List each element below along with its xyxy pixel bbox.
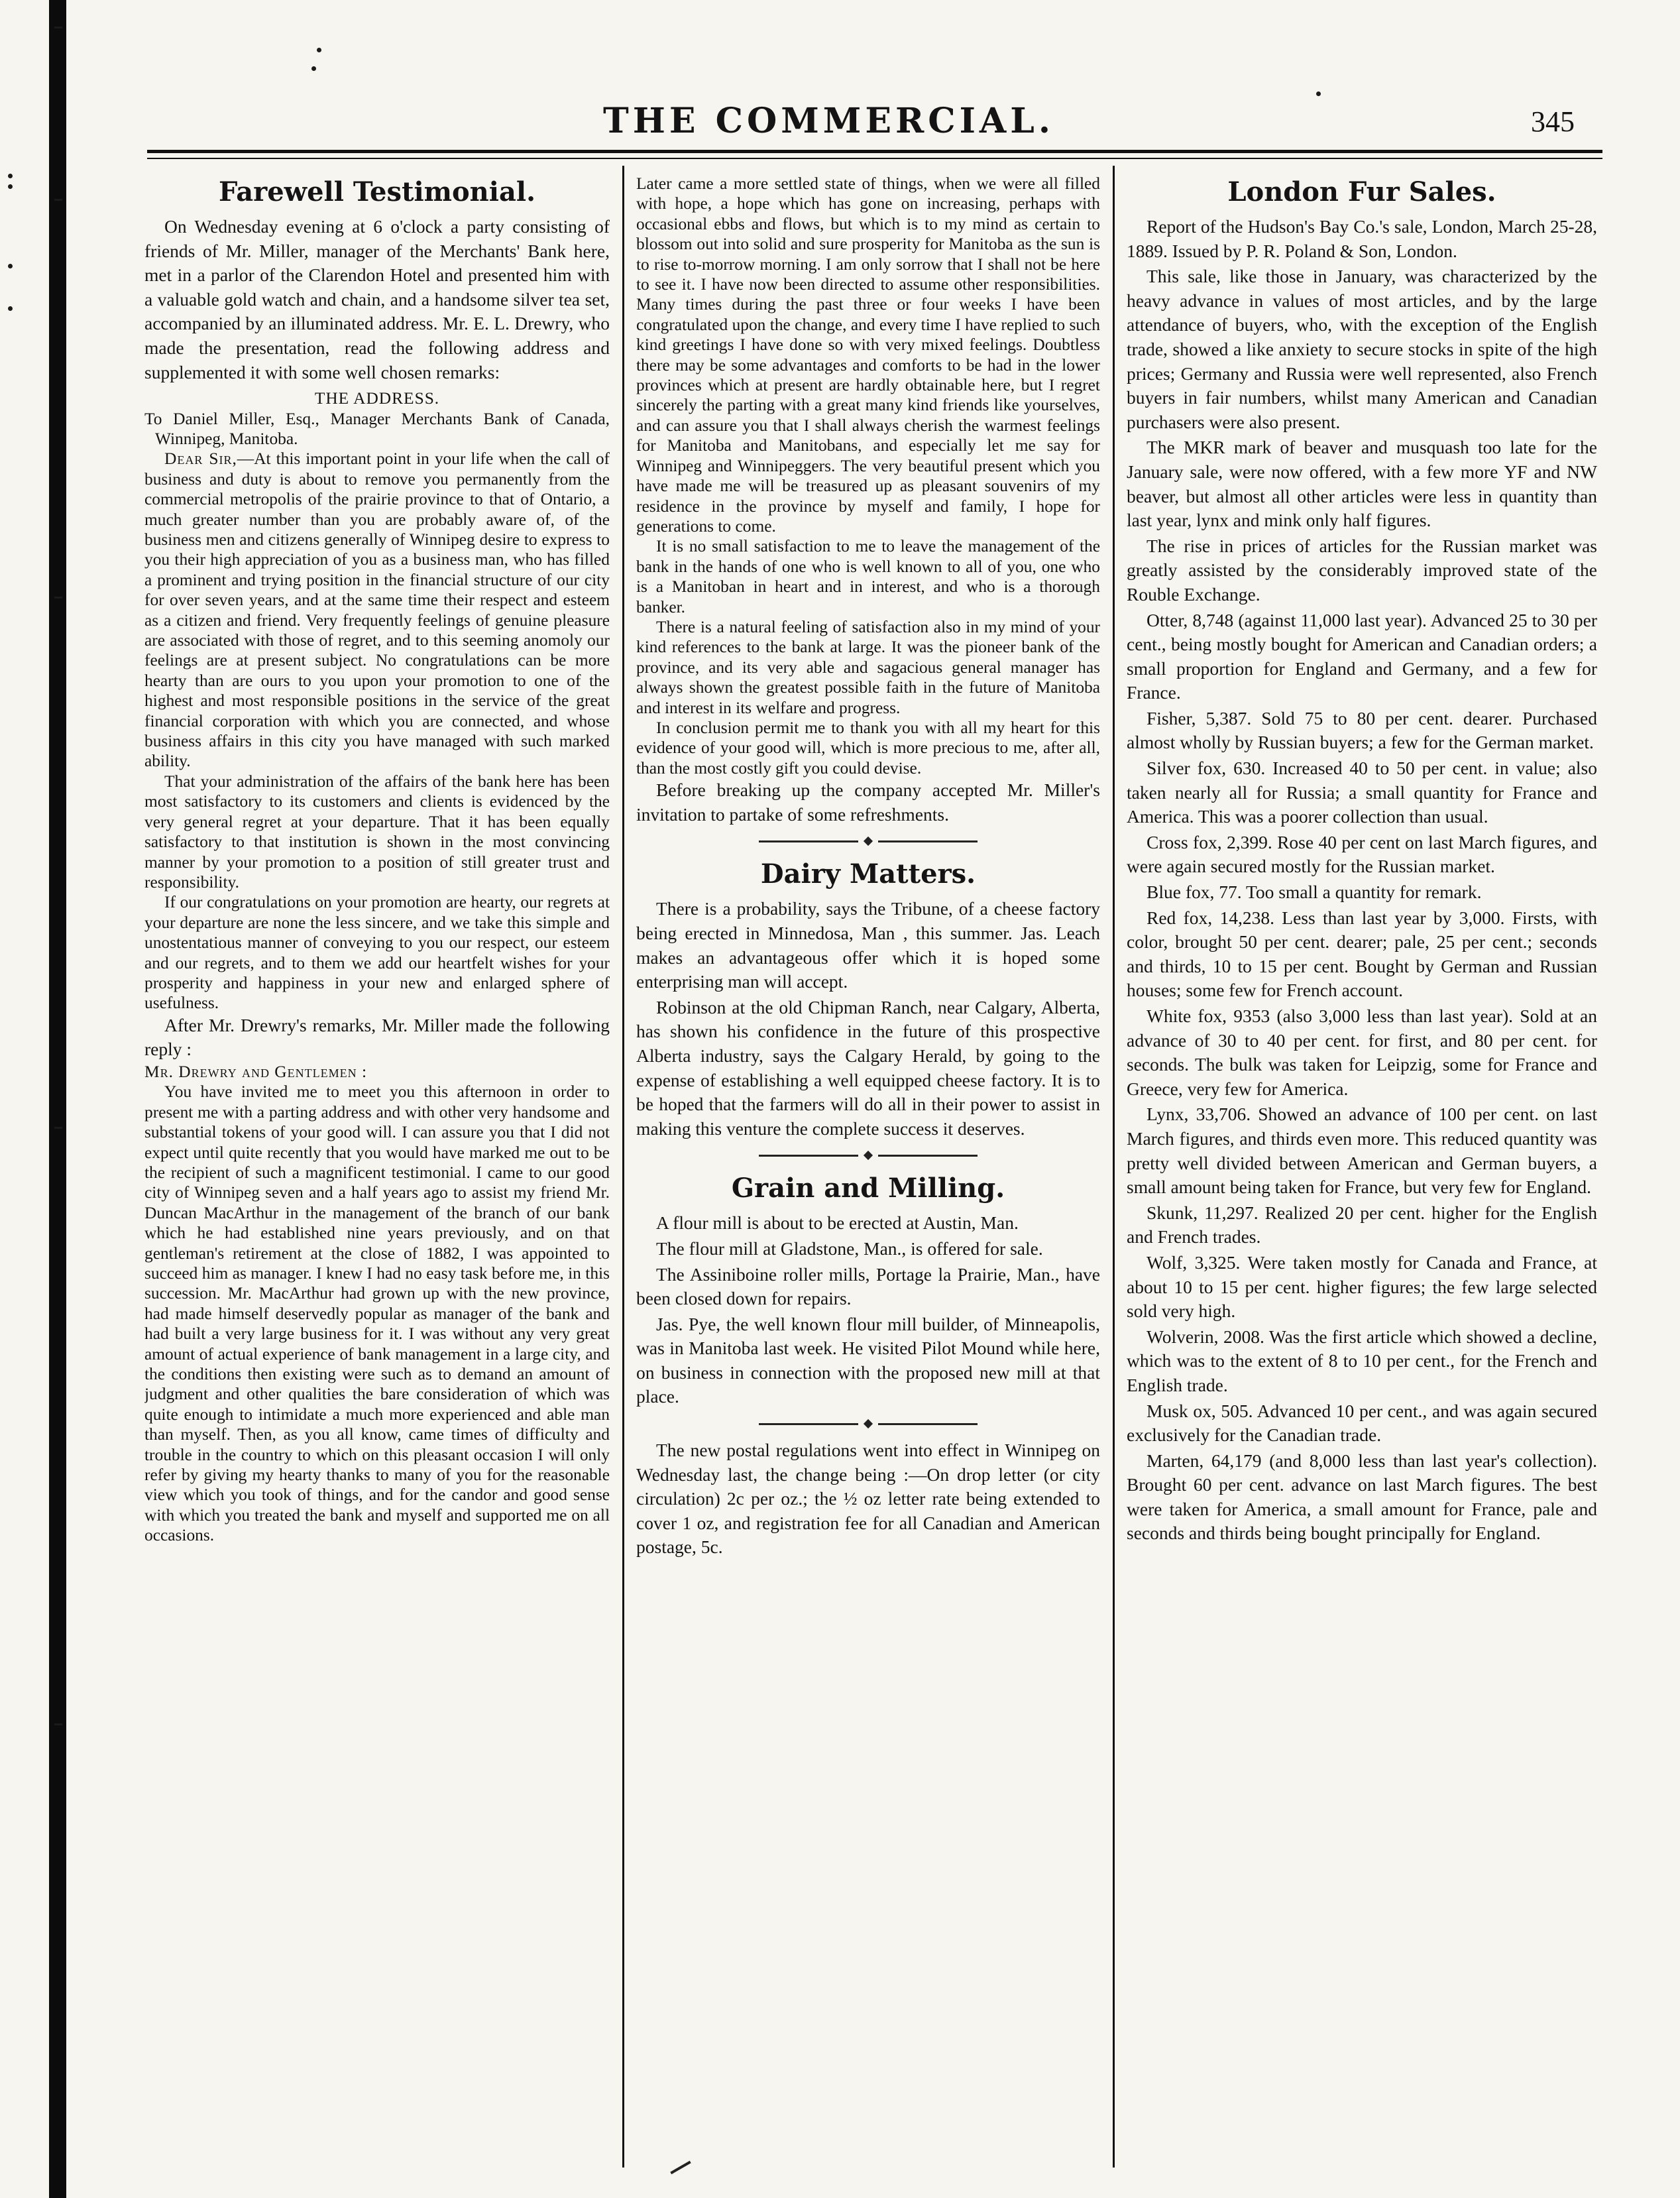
grain-item: The Assiniboine roller mills, Portage la Prairie, Man., have been closed down for repairs. — [636, 1263, 1100, 1309]
address-recipient: To Daniel Miller, Esq., Manager Merchants Bank of Canada, Winnipeg, Manitoba. — [144, 409, 610, 448]
section-divider — [636, 1141, 1100, 1170]
column-rule-2 — [1113, 166, 1115, 2168]
reply-paragraph: You have invited me to meet you this afternoon in order to present me with a parting address and with other very handsome and substantial tokens of your good will. I can assure you that I did not expect until quite recently that you would have marked me out to be the recipient of such a magnificent testimonial. I came to our good city of Winnipeg seven and a half years ago to assist my friend Mr. Duncan MacArthur in the management of the branch of our bank which he had established nine years previously, and on that gentleman's retirement at the close of 1882, I was appointed to succeed him as manager. I knew I had no easy task before me, in this succession. Mr. MacArthur had grown up with the new province, had made himself deservedly popular as manager of the bank and had built a very large business for it. I was without any very great amount of actual experience of bank management in a large city, and the conditions then existing were such as to demand an amount of judgment and other qualities the bare consideration of which was quite enough to intimidate a much more experienced and able man than myself. Then, as you all know, came times of difficulty and trouble in the country to which on this pleasant occasion I will only refer by giving my hearty thanks to many of you for the reasonable view which you took of things, and for the candor and good sense with which you treated the bank and myself and supported me on all occasions. — [144, 1082, 610, 1545]
speck — [311, 66, 316, 71]
fur-report-paragraph: The rise in prices of articles for the Russian market was greatly assisted by the considerably improved state of the Rouble Exchange. — [1127, 535, 1597, 605]
reply-paragraph: In conclusion permit me to thank you with all my heart for this evidence of your good will, which is more precious to me, after all, than the most costly gift you could devise. — [636, 718, 1100, 778]
fur-item-blue-fox: Blue fox, 77. Too small a quantity for remark. — [1147, 882, 1482, 903]
speck — [8, 306, 13, 311]
address-paragraph: That your administration of the affairs of the bank here has been most satisfactory to its customers and clients is evidenced by the very general regret at your departure. That it has been equally satisfactory to that institution is shown in the most convincing manner by your promotion to a position of still greater trust and responsibility. — [144, 772, 610, 892]
fur-item-skunk: Skunk, 11,297. Realized 20 per cent. higher for the English and French trades. — [1127, 1202, 1597, 1247]
binding-edge — [49, 0, 66, 2198]
newspaper-title: THE COMMERCIAL. — [603, 101, 1054, 141]
page-number: 345 — [1531, 105, 1575, 138]
section-divider — [636, 827, 1100, 856]
reply-salutation: Mr. Drewry and Gentlemen : — [144, 1062, 368, 1081]
heading-london-fur-sales: London Fur Sales. — [1227, 176, 1496, 207]
reply-paragraph: It is no small satisfaction to me to leave the management of the bank in the hands of one who is well known to all of you, one who is a Manitoban in heart and in interest, and who is a thorough banker. — [636, 537, 1100, 616]
fur-item-otter: Otter, 8,748 (against 11,000 last year). Advanced 25 to 30 per cent., being mostly bought for American and Canadian orders; a small proportion for England and Germany, and a few for France. — [1127, 609, 1597, 703]
fur-item-wolf: Wolf, 3,325. Were taken mostly for Canada and France, at about 10 to 15 per cent. higher figures; the few large selected sold very high. — [1127, 1251, 1597, 1322]
grain-item: The flour mill at Gladstone, Man., is offered for sale. — [656, 1238, 1043, 1259]
column-rule-1 — [622, 166, 624, 2168]
intro-paragraph: On Wednesday evening at 6 o'clock a party consisting of friends of Mr. Miller, manager of the Merchants' Bank here, met in a parlor of the Clarendon Hotel and presented him with a valuable gold watch and chain, and a handsome silver tea set, accompanied by an illuminated address. Mr. E. L. Drewry, who made the presentation, read the following address and supplemented it with some well chosen remarks: — [144, 216, 610, 382]
column-london-fur-sales — [1127, 174, 1597, 2162]
dairy-item: Robinson at the old Chipman Ranch, near Calgary, Alberta, has shown his confidence in the future of this prospective Alberta industry, says the Calgary Herald, by going to the expense of establishing a well equipped cheese factory. It is to be hoped that the farmers will do all in their power to assist in making this venture the complete success it deserves. — [636, 996, 1100, 1139]
fur-item-silver-fox: Silver fox, 630. Increased 40 to 50 per cent. in value; also taken nearly all for Russia; a small quantity for France and America. This was a poorer collection than usual. — [1127, 758, 1597, 827]
speck — [8, 264, 13, 268]
dairy-item: There is a probability, says the Tribune, of a cheese factory being erected in Minnedosa, Man , this summer. Jas. Leach makes an advantageous offer which it is hoped some enterprising man will accept. — [636, 898, 1100, 992]
heading-dairy-matters: Dairy Matters. — [760, 858, 976, 890]
address-salutation: Dear Sir, — [164, 449, 237, 469]
fur-item-musk-ox: Musk ox, 505. Advanced 10 per cent., and was again secured exclusively for the Canadian trade. — [1127, 1400, 1597, 1446]
fur-item-fisher: Fisher, 5,387. Sold 75 to 80 per cent. dearer. Purchased almost wholly by Russian buyers; a few for the German market. — [1127, 707, 1597, 753]
section-divider — [636, 1409, 1100, 1438]
reply-continued-paragraph: Later came a more settled state of things, when we were all filled with hope, a hope which has gone on increasing, perhaps with occasional ebbs and flows, but which is to my mind as certain to blossom out into solid and sure prosperity for Manitoba as the sun is to rise to-morrow morning. I am only sorrow that I shall not be here to see it. I have now been directed to assume other responsibilities. Many times during the past three or four weeks I have been congratulated upon the change, and every time I have replied to such kind greetings I have done so with very mixed feelings. Doubtless there may be some advantages and comforts to be had in the lower provinces which at present are hardly obtainable here, but I regret sincerely the parting with a great many kind friends like yourselves, and can assure you that I shall always cherish the warmest feelings for Manitoba and Manitobans, and especially let me say for Winnipeg and Winnipeggers. The very beautiful present which you have made me will be treasured up as pleasant souvenirs of my residence in the province by myself and family, I hope for generations to come. — [636, 174, 1100, 536]
fur-report-paragraph: Report of the Hudson's Bay Co.'s sale, London, March 25-28, 1889. Issued by P. R. Poland & Son, London. — [1127, 216, 1597, 261]
fur-report-paragraph: The MKR mark of beaver and musquash too late for the January sale, were now offered, with a few more YF and NW beaver, but almost all other articles were less in quantity than last year, lynx and mink only half figures. — [1127, 437, 1597, 531]
postal-item: The new postal regulations went into effect in Winnipeg on Wednesday last, the change being :—On drop letter (or city circulation) 2c per oz.; the ½ oz letter rate being extended to cover 1 oz, and registration fee for all Canadian and American postage, 5c. — [636, 1440, 1100, 1558]
fur-report-paragraph: This sale, like those in January, was characterized by the heavy advance in values of most articles, and by the large attendance of buyers, who, with the exception of the English trade, showed a like anxiety to secure stocks in spite of the high prices; Germany and Russia were well represented, also French buyers in fair numbers, whilst many American and Canadian purchasers were also present. — [1127, 266, 1597, 432]
fur-item-marten: Marten, 64,179 (and 8,000 less than last year's collection). Brought 60 per cent. advance on last March figures. The best were taken for America, a small amount for France, pale and seconds and thirds being bought principally for England. — [1127, 1450, 1597, 1544]
address-paragraph: If our congratulations on your promotion are hearty, our regrets at your departure are none the less sincere, and we take this simple and unostentatious manner of conveying to you our respect, our esteem and our regrets, and to them we add our heartfelt wishes for your prosperity and happiness in your new and enlarged sphere of usefulness. — [144, 893, 610, 1013]
speck — [8, 174, 13, 178]
speck — [8, 184, 13, 189]
transition-paragraph: After Mr. Drewry's remarks, Mr. Miller made the following reply : — [144, 1014, 610, 1060]
ink-mark — [670, 2161, 691, 2174]
address-title: THE ADDRESS. — [314, 389, 440, 408]
heading-grain-and-milling: Grain and Milling. — [731, 1173, 1005, 1204]
fur-item-wolverin: Wolverin, 2008. Was the first article which showed a decline, which was to the extent of 8 to 10 per cent., for the French and English trade. — [1127, 1326, 1597, 1395]
fur-item-red-fox: Red fox, 14,238. Less than last year by 3,000. Firsts, with color, brought 50 per cent. dearer; pale, 25 per cent.; seconds and thirds, 10 to 15 per cent. Bought by German and Russian houses; some few for French account. — [1127, 907, 1597, 1001]
column-middle — [636, 174, 1100, 2162]
address-paragraph: Dear Sir,—At this important point in your life when the call of business and duty is about to remove you permanently from the commercial metropolis of the prairie province to that of Ontario, a much greater number than you are probably aware of, of the business men and citizens generally of Winnipeg desire to express to you their high appreciation of you as a business man, who has filled a prominent and trying position in the financial structure of our city for over seven years, and at the same time their respect and esteem as a citizen and friend. Very frequently feelings of genuine pleasure are associated with those of regret, and to this seeming anomoly our feelings are at present subject. No congratulations can be more hearty than are ours to you upon your promotion to one of the highest and most responsible positions in the service of the great financial corporation with which you are connected, and whose business affairs in this city you have managed with such marked ability. — [144, 449, 610, 771]
grain-item: A flour mill is about to be erected at Austin, Man. — [656, 1212, 1019, 1234]
column-farewell-testimonial — [144, 174, 610, 2169]
masthead-rule-thin — [147, 158, 1602, 159]
closing-paragraph: Before breaking up the company accepted Mr. Miller's invitation to partake of some refreshments. — [636, 780, 1100, 825]
fur-item-white-fox: White fox, 9353 (also 3,000 less than last year). Sold at an advance of 30 to 40 per cent. for first, and 80 per cent. for seconds. The bulk was taken for Leipzig, some for France and Greece, very few for America. — [1127, 1006, 1597, 1099]
masthead-rule-thick — [147, 150, 1602, 153]
speck — [1316, 91, 1321, 96]
fur-item-lynx: Lynx, 33,706. Showed an advance of 100 per cent. on last March figures, and thirds even more. This reduced quantity was pretty well divided between American and German buyers, a small amount being taken for France, but very few for England. — [1127, 1104, 1597, 1198]
reply-paragraph: There is a natural feeling of satisfaction also in my mind of your kind references to the bank at large. It was the pioneer bank of the province, and its very able and sagacious general manager has always shown the greatest possible faith in the future of Manitoba and interest in its welfare and progress. — [636, 617, 1100, 717]
masthead — [0, 98, 1680, 145]
grain-item: Jas. Pye, the well known flour mill builder, of Minneapolis, was in Manitoba last week. He visited Pilot Mound while here, on business in connection with the proposed new mill at that place. — [636, 1313, 1100, 1407]
fur-item-cross-fox: Cross fox, 2,399. Rose 40 per cent on last March figures, and were again secured mostly for the Russian market. — [1127, 831, 1597, 877]
heading-farewell-testimonial: Farewell Testimonial. — [219, 176, 535, 207]
speck — [317, 48, 321, 52]
